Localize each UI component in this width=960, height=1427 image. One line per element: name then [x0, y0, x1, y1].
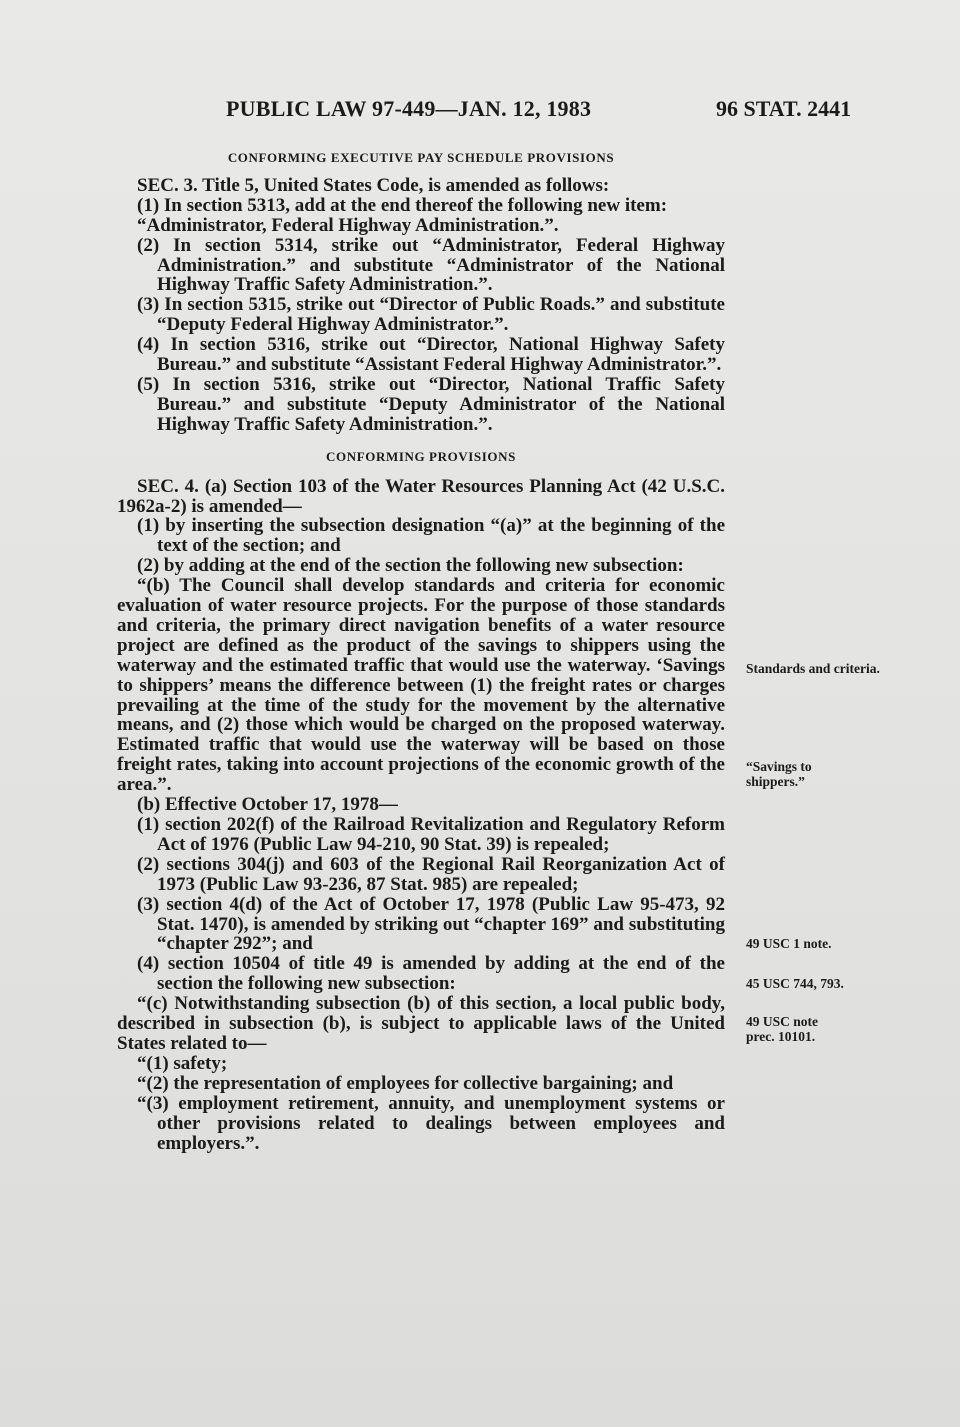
page-header-stat: 96 STAT. 2441 [716, 96, 852, 121]
margin-note-49usc1: 49 USC 1 note. [746, 936, 832, 951]
margin-note-savings: “Savings to shippers.” [746, 759, 812, 789]
document-body [117, 148, 725, 1153]
section4-heading: CONFORMING PROVISIONS [326, 448, 516, 464]
section3-heading: CONFORMING EXECUTIVE PAY SCHEDULE PROVISIONS [227, 150, 615, 165]
section4-c-item-1: “(1) safety; [137, 1052, 228, 1074]
section3-intro: SEC. 3. Title 5, United States Code, is amended as follows: [137, 174, 610, 196]
margin-note-49usc-prec: 49 USC note prec. 10101. [746, 1014, 819, 1044]
section4-c-item-3: “(3) employment retirement, annuity, and unemployment systems or other provisions related to dealings between employees and employers.”. [137, 1092, 725, 1154]
section3-item-5: (5) In section 5316, strike out “Director, National Traffic Safety Bureau.” and substitute “Deputy Administrator of the National Highway Traffic Safety Administration.”. [137, 373, 725, 435]
section3-item-1-quote: “Administrator, Federal Highway Administration.”. [137, 214, 559, 236]
section4-intro: SEC. 4. (a) Section 103 of the Water Resources Planning Act (42 U.S.C. 1962a-2) is amended— [117, 475, 725, 517]
section4-b-item-4: (4) section 10504 of title 49 is amended by adding at the end of the section the following new subsection: [137, 953, 725, 995]
section3-item-4: (4) In section 5316, strike out “Director, National Highway Safety Bureau.” and substitute “Assistant Federal Highway Administrator.”. [137, 334, 725, 376]
margin-note-standards: Standards and criteria. [746, 661, 880, 676]
section4-quote-c: “(c) Notwithstanding subsection (b) of this section, a local public body, described in subsection (b), is subject to applicable laws of the United States related to— [117, 993, 725, 1054]
page-header-title: PUBLIC LAW 97-449—JAN. 12, 1983 [226, 96, 592, 121]
section4-b-item-1: (1) section 202(f) of the Railroad Revitalization and Regulatory Reform Act of 1976 (Public Law 94-210, 90 Stat. 39) is repealed; [137, 814, 725, 855]
section3-item-1: (1) In section 5313, add at the end thereof the following new item: [137, 194, 668, 216]
section4-c-item-2: “(2) the representation of employees for collective bargaining; and [137, 1072, 674, 1094]
section4-a-item-1: (1) by inserting the subsection designation “(a)” at the beginning of the text of the section; and [137, 515, 725, 557]
section4-a-item-2: (2) by adding at the end of the section the following new subsection: [137, 555, 684, 577]
section4-quote-b: “(b) The Council shall develop standards and criteria for economic evaluation of water resource projects. For the purpose of those standards and criteria, the primary direct navigation benefits of a water resource project are defined as the product of the savings to shippers using the waterway and the estimated traffic that would use the waterway. ‘Savings to shippers’ means the difference between (1) the freight rates or charges prevailing at the time of the study for the movement by the alternative means, and (2) those which would be charged on the proposed waterway. Estimated traffic that would use the waterway will be based on those freight rates, taking into account projections of the economic growth of the area.”. [117, 575, 725, 796]
section3-item-3: (3) In section 5315, strike out “Director of Public Roads.” and substitute “Deputy Federal Highway Administrator.”. [137, 294, 725, 336]
section3-item-2: (2) In section 5314, strike out “Administrator, Federal Highway Administration.” and substitute “Administrator of the National Highway Traffic Safety Administration.”. [137, 234, 725, 296]
section4-b-intro: (b) Effective October 17, 1978— [137, 794, 398, 816]
section4-b-item-2: (2) sections 304(j) and 603 of the Regional Rail Reorganization Act of 1973 (Public Law 93-236, 87 Stat. 985) are repealed; [137, 853, 725, 895]
section4-b-item-3: (3) section 4(d) of the Act of October 17, 1978 (Public Law 95-473, 92 Stat. 1470), is amended by striking out “chapter 169” and substituting “chapter 292”; and [137, 893, 725, 955]
margin-note-45usc744: 45 USC 744, 793. [746, 976, 844, 991]
